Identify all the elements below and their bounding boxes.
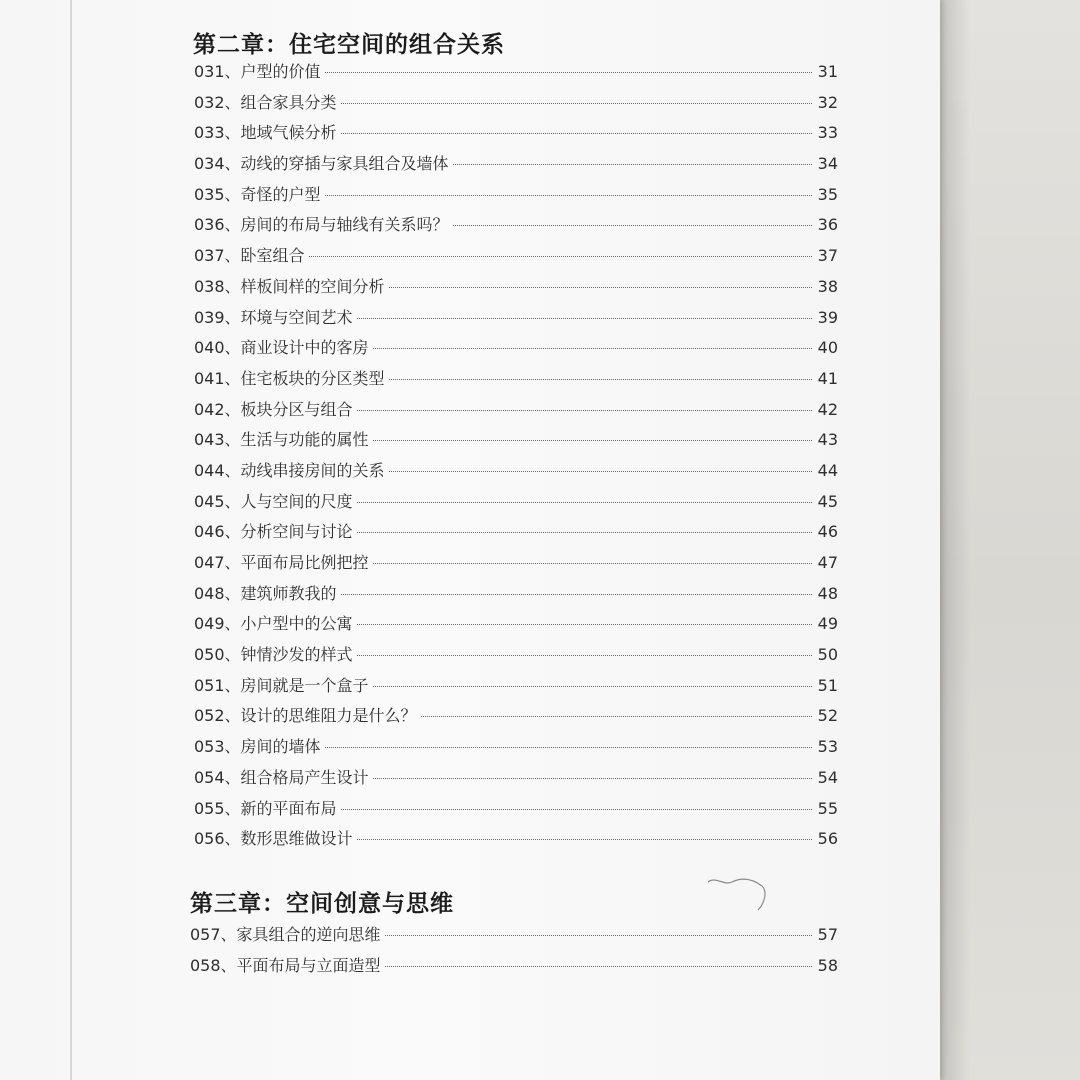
toc-page-number: 54 (817, 767, 838, 787)
toc-entry-label: 047、平面布局比例把控 (194, 553, 369, 572)
toc-dot-leader (325, 72, 812, 73)
toc-page-number: 38 (817, 276, 838, 296)
toc-entry-label: 039、环境与空间艺术 (194, 307, 353, 327)
toc-page-number: 49 (817, 614, 838, 634)
toc-entry-label: 052、设计的思维阻力是什么？ (194, 706, 417, 726)
toc-entry-label: 044、动线串接房间的关系 (194, 460, 385, 480)
toc-entry (194, 581, 838, 612)
toc-page-number: 56 (817, 829, 838, 849)
toc-page-number: 51 (817, 675, 838, 695)
toc-entry-label: 032、组合家具分类 (194, 92, 337, 112)
toc-page-number: 45 (817, 491, 838, 511)
toc-entry-label: 046、分析空间与讨论 (194, 522, 353, 542)
pen-scribble-mark (704, 870, 774, 915)
toc-entry-label: 031、户型的价值 (194, 62, 321, 81)
toc-entry (194, 550, 838, 581)
toc-dot-leader (373, 686, 812, 687)
toc-page-number: 42 (817, 399, 838, 419)
toc-entry (194, 519, 838, 550)
toc-page-number: 33 (817, 123, 838, 143)
toc-entry (194, 427, 838, 458)
toc-dot-leader (357, 624, 812, 625)
toc-dot-leader (325, 747, 812, 748)
toc-page-number: 52 (817, 706, 838, 726)
toc-entry (194, 826, 838, 857)
toc-page-number: 36 (817, 215, 838, 235)
toc-entry-label: 042、板块分区与组合 (194, 399, 353, 419)
toc-page-number: 31 (817, 62, 838, 81)
toc-entry (190, 922, 838, 953)
chapter-2-toc-list (194, 59, 838, 857)
toc-page-number: 46 (817, 522, 838, 542)
toc-dot-leader (453, 225, 812, 226)
toc-entry-label: 049、小户型中的公寓 (194, 614, 353, 634)
toc-entry-label: 033、地域气候分析 (194, 123, 337, 143)
toc-page-number: 39 (817, 307, 838, 327)
toc-entry (194, 397, 838, 428)
toc-dot-leader (357, 532, 812, 533)
toc-entry (194, 703, 838, 734)
toc-dot-leader (385, 935, 812, 936)
toc-entry (194, 335, 838, 366)
toc-page-number: 43 (817, 430, 838, 450)
toc-page-number: 47 (817, 553, 838, 572)
toc-entry (194, 642, 838, 673)
toc-dot-leader (357, 410, 812, 411)
toc-entry-label: 055、新的平面布局 (194, 798, 337, 818)
toc-entry-label: 053、房间的墙体 (194, 737, 321, 757)
toc-entry-label: 057、家具组合的逆向思维 (190, 925, 381, 944)
toc-entry (194, 489, 838, 520)
toc-entry-label: 035、奇怪的户型 (194, 184, 321, 204)
toc-page-number: 37 (817, 246, 838, 266)
toc-page-number: 55 (817, 798, 838, 818)
toc-entry (194, 305, 838, 336)
toc-dot-leader (421, 716, 812, 717)
toc-entry (194, 120, 838, 151)
toc-dot-leader (373, 440, 812, 441)
toc-entry (190, 953, 838, 984)
toc-dot-leader (389, 471, 812, 472)
toc-entry (194, 151, 838, 182)
toc-dot-leader (385, 966, 812, 967)
toc-entry-label: 041、住宅板块的分区类型 (194, 368, 385, 388)
toc-entry-label: 038、样板间样的空间分析 (194, 276, 385, 296)
chapter-3-toc-list (190, 922, 838, 983)
toc-dot-leader (357, 502, 812, 503)
toc-entry (194, 90, 838, 121)
toc-dot-leader (373, 563, 812, 564)
toc-entry (194, 182, 838, 213)
toc-entry-label: 037、卧室组合 (194, 246, 305, 266)
book-spine-line (70, 0, 72, 1080)
toc-page-number: 41 (817, 368, 838, 388)
toc-entry-label: 058、平面布局与立面造型 (190, 955, 381, 975)
toc-page-number: 40 (817, 338, 838, 358)
toc-entry-label: 050、钟情沙发的样式 (194, 645, 353, 665)
toc-entry (194, 673, 838, 704)
toc-dot-leader (357, 655, 812, 656)
toc-page-number: 48 (817, 583, 838, 603)
toc-entry (194, 796, 838, 827)
toc-entry (194, 611, 838, 642)
toc-dot-leader (389, 287, 812, 288)
toc-dot-leader (341, 133, 812, 134)
toc-page-number: 50 (817, 645, 838, 665)
toc-dot-leader (357, 839, 812, 840)
toc-entry-label: 056、数形思维做设计 (194, 829, 353, 849)
chapter-3-title: 第三章：空间创意与思维 (190, 891, 454, 917)
toc-page-number: 53 (817, 737, 838, 757)
toc-dot-leader (309, 256, 812, 257)
chapter-2-title: 第二章：住宅空间的组合关系 (193, 32, 505, 58)
toc-page-number: 44 (817, 460, 838, 480)
toc-page-number: 57 (817, 925, 838, 944)
toc-entry-label: 036、房间的布局与轴线有关系吗？ (194, 215, 449, 235)
toc-entry-label: 051、房间就是一个盒子 (194, 675, 369, 695)
toc-page-number: 32 (817, 92, 838, 112)
toc-entry (194, 274, 838, 305)
toc-dot-leader (389, 379, 812, 380)
toc-entry (194, 458, 838, 489)
toc-page-number: 34 (817, 154, 838, 174)
toc-dot-leader (341, 594, 812, 595)
toc-entry-label: 034、动线的穿插与家具组合及墙体 (194, 154, 449, 174)
toc-entry (194, 366, 838, 397)
toc-page-number: 35 (817, 184, 838, 204)
toc-dot-leader (453, 164, 812, 165)
toc-entry (194, 734, 838, 765)
toc-dot-leader (341, 103, 812, 104)
toc-dot-leader (373, 348, 812, 349)
toc-entry (194, 212, 838, 243)
toc-entry (194, 765, 838, 796)
toc-dot-leader (325, 195, 812, 196)
toc-dot-leader (357, 318, 812, 319)
toc-entry (194, 59, 838, 90)
toc-entry-label: 054、组合格局产生设计 (194, 767, 369, 787)
toc-entry (194, 243, 838, 274)
toc-entry-label: 048、建筑师教我的 (194, 583, 337, 603)
toc-entry-label: 045、人与空间的尺度 (194, 491, 353, 511)
toc-dot-leader (373, 778, 812, 779)
toc-dot-leader (341, 809, 812, 810)
toc-entry-label: 040、商业设计中的客房 (194, 338, 369, 358)
toc-page-number: 58 (817, 955, 838, 975)
toc-entry-label: 043、生活与功能的属性 (194, 430, 369, 450)
